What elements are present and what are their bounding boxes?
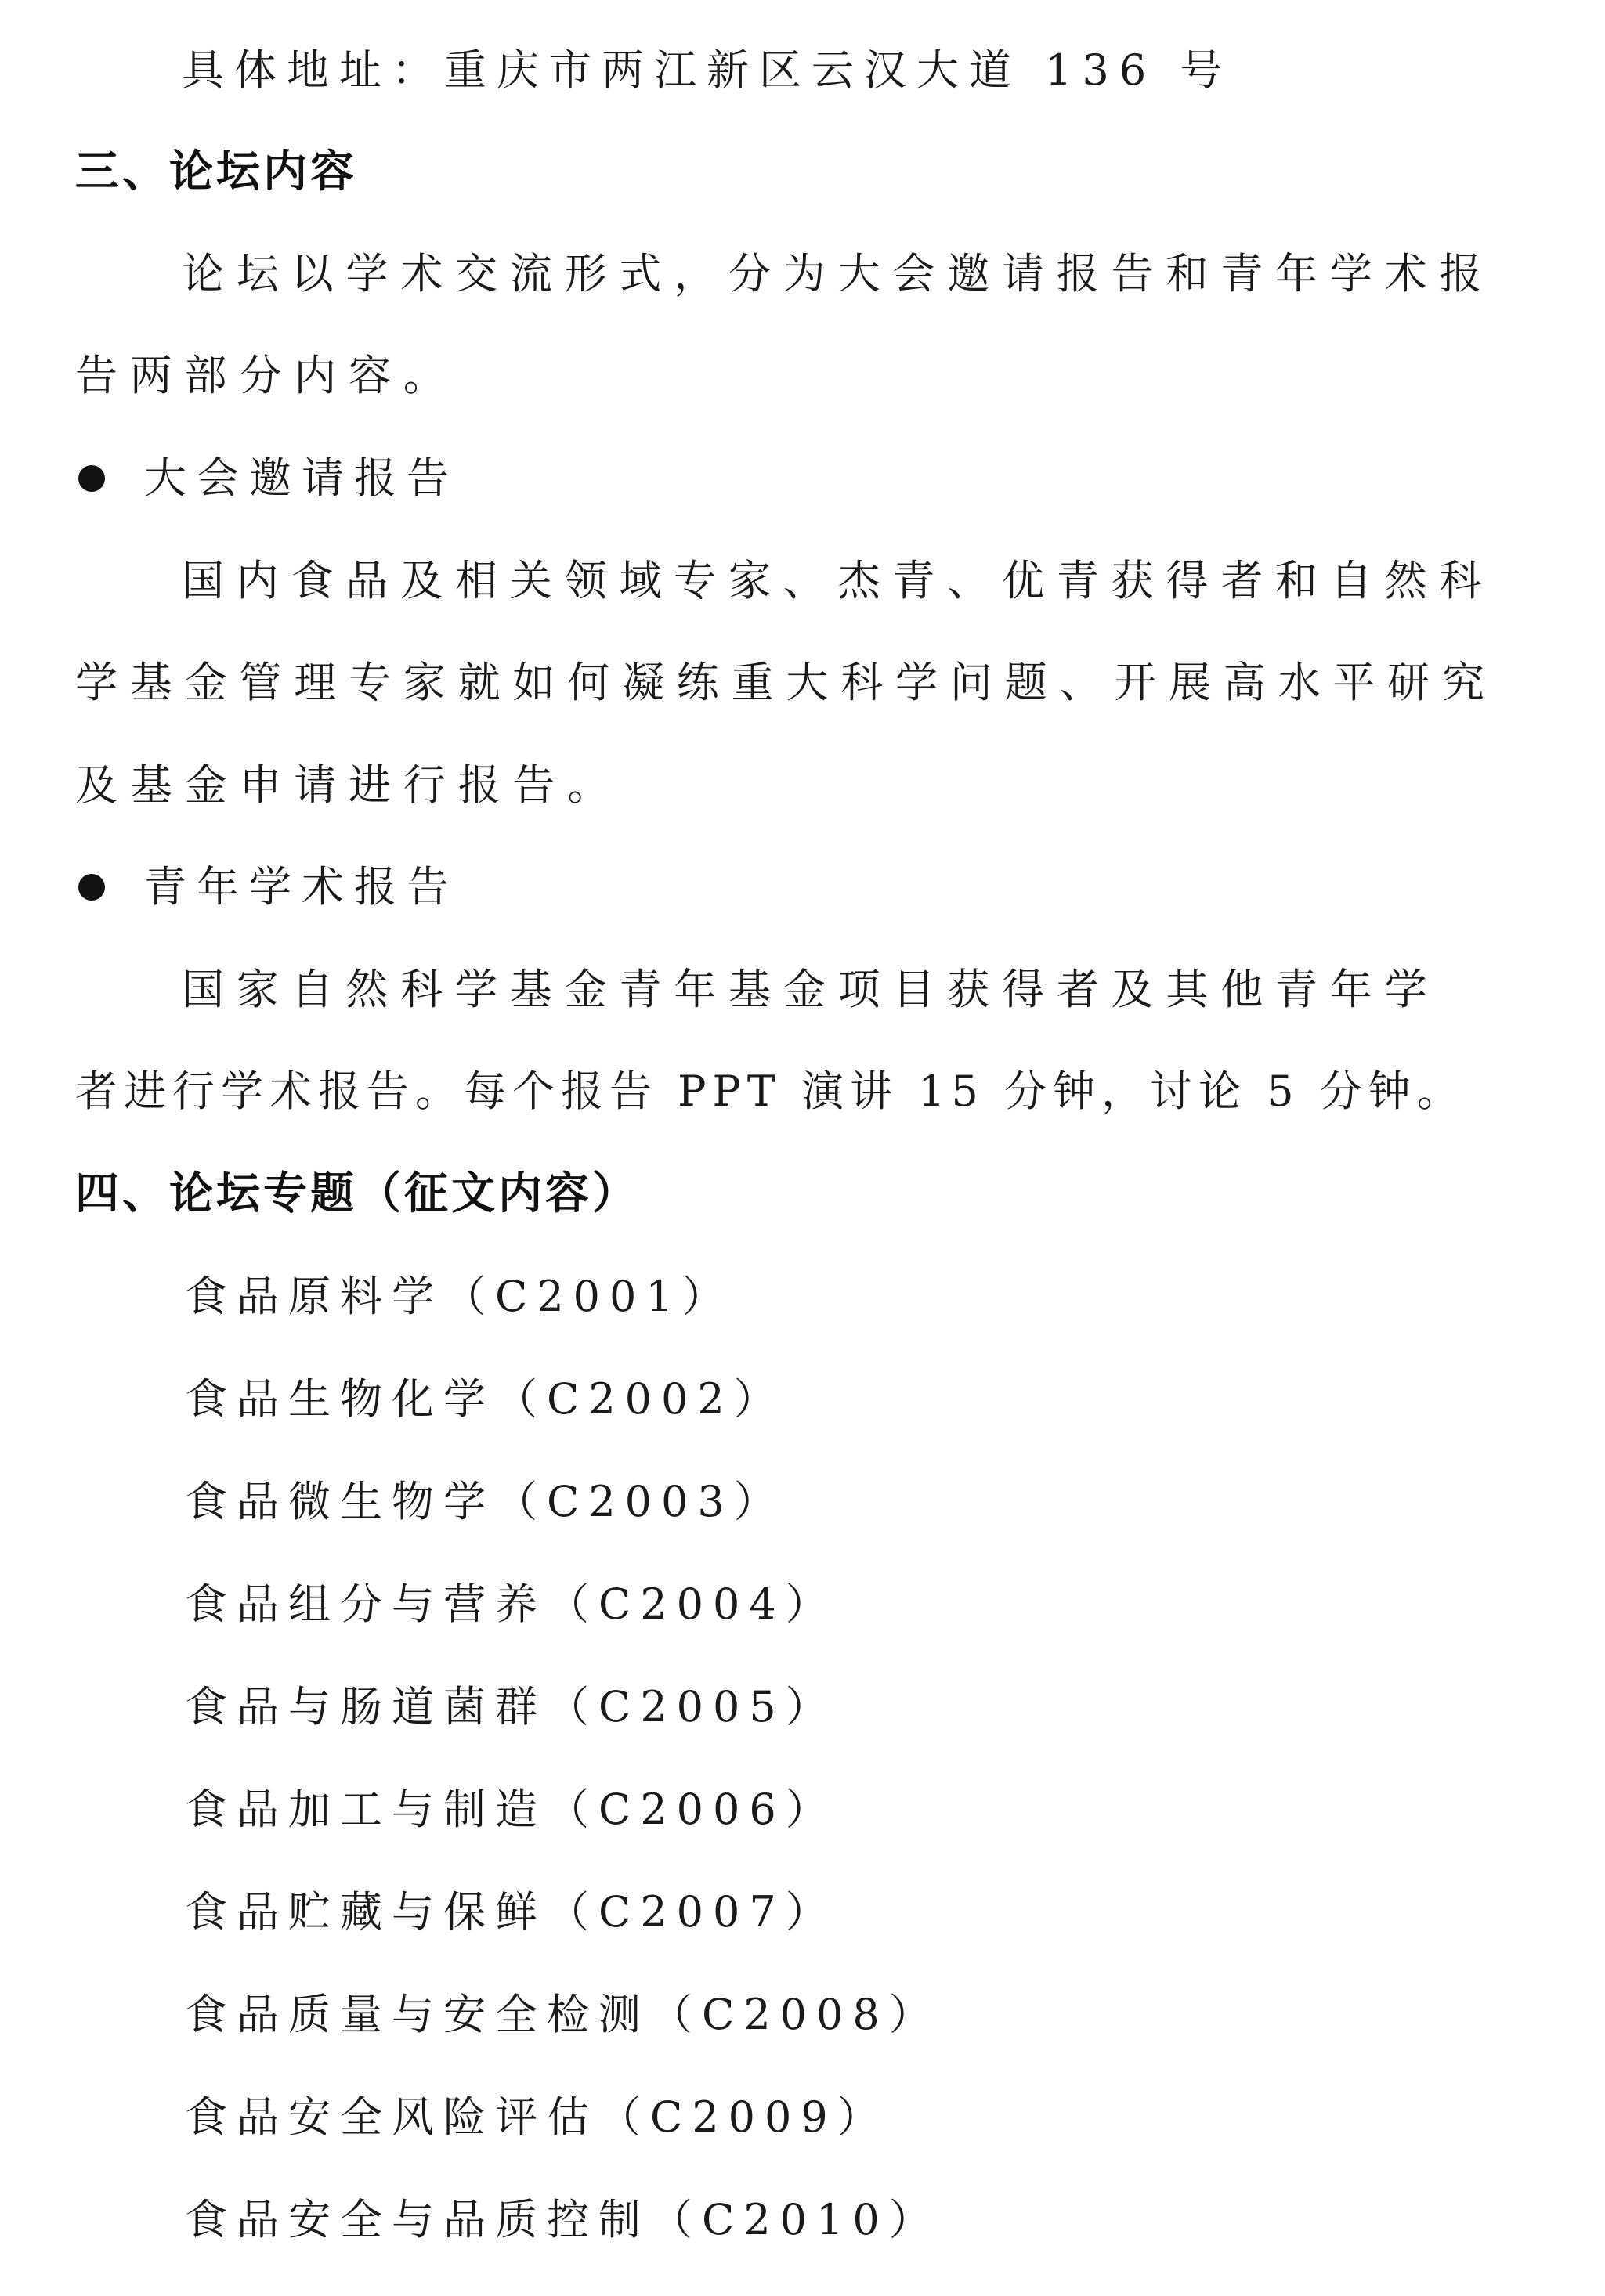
- invited-reports-line-1: 国内食品及相关领域专家、杰青、优青获得者和自然科: [182, 556, 1495, 605]
- bullet-title-youth-reports: 青年学术报告: [144, 862, 459, 912]
- topic-item: 食品质量与安全检测（C2008）: [185, 1990, 941, 2039]
- bullet-title-invited-reports: 大会邀请报告: [144, 453, 459, 503]
- invited-reports-line-2: 学基金管理专家就如何凝练重大科学问题、开展高水平研究: [75, 658, 1497, 707]
- bullet-dot-icon: [78, 465, 105, 492]
- topic-item: 食品微生物学（C2003）: [185, 1477, 786, 1526]
- bullet-item-invited-reports: [78, 450, 459, 507]
- bullet-item-youth-reports: [78, 859, 459, 915]
- topic-item: 食品加工与制造（C2006）: [185, 1785, 837, 1834]
- topic-item: 食品贮藏与保鲜（C2007）: [185, 1887, 837, 1937]
- section-3-intro-line-1: 论坛以学术交流形式，分为大会邀请报告和青年学术报: [182, 249, 1495, 298]
- topic-item: 食品生物化学（C2002）: [185, 1374, 786, 1424]
- topic-item: 食品原料学（C2001）: [185, 1272, 734, 1321]
- section-3-intro-line-2: 告两部分内容。: [75, 351, 458, 400]
- topic-item: 食品安全风险评估（C2009）: [185, 2092, 889, 2142]
- youth-reports-line-1: 国家自然科学基金青年基金项目获得者及其他青年学: [182, 965, 1440, 1014]
- topic-item: 食品安全与品质控制（C2010）: [185, 2195, 941, 2244]
- topic-item: 食品组分与营养（C2004）: [185, 1579, 837, 1629]
- invited-reports-line-3: 及基金申请进行报告。: [75, 760, 622, 810]
- section-3-heading: 三、论坛内容: [75, 146, 357, 197]
- section-4-heading: 四、论坛专题（征文内容）: [75, 1168, 639, 1219]
- topic-item: 食品与肠道菌群（C2005）: [185, 1682, 837, 1731]
- address-line: 具体地址：重庆市两江新区云汉大道 136 号: [182, 45, 1233, 95]
- bullet-dot-icon: [78, 874, 105, 901]
- youth-reports-line-2: 者进行学术报告。每个报告 PPT 演讲 15 分钟，讨论 5 分钟。: [75, 1067, 1466, 1116]
